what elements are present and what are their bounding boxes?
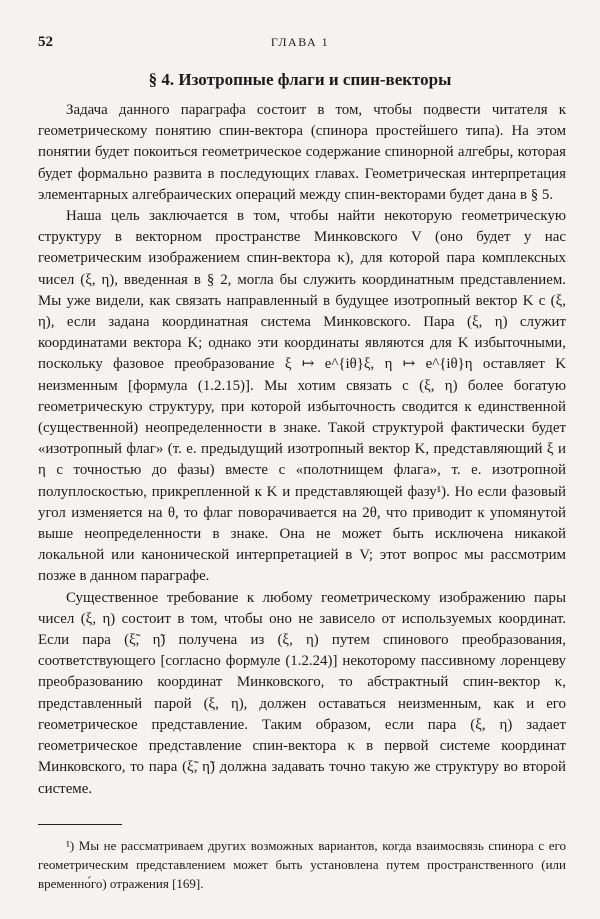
page-number: 52 bbox=[38, 34, 53, 50]
paragraph-3: Существенное требование к любому геометрическому изображению пары чисел (ξ, η) состоит в том, чтобы оно не зависело от используемых координат. Если пара (ξ̃, η̃) получена из (ξ, η) путем спинового преобразования, соответствующего [согласно формуле (1.2.24)] некоторому пассивному лоренцеву преобразованию координат Минковского, то абстрактный спин-вектор κ, представленный парой (ξ, η), должен оставаться неизменным, как и его геометрическое представление. Таким образом, если пара (ξ, η) задает геометрическое представление спин-вектора κ в первой системе координат Минковского, то пара (ξ̃, η̃) должна задавать точно такую же структуру во второй системе. bbox=[38, 589, 566, 797]
chapter-label: ГЛАВА 1 bbox=[270, 35, 330, 49]
footnote-separator bbox=[38, 824, 122, 825]
section-title: § 4. Изотропные флаги и спин-векторы bbox=[148, 70, 452, 89]
footnote-text: ¹) Мы не рассматриваем других возможных вариантов, когда взаимосвязь спинора с его геометрическим представлением может быть установлена путем пространственного (или временно́го) отражения [169]. bbox=[38, 838, 566, 891]
footnote bbox=[38, 836, 566, 893]
body-text bbox=[38, 100, 566, 800]
running-header bbox=[38, 34, 562, 56]
paragraph-1: Задача данного параграфа состоит в том, чтобы подвести читателя к геометрическому понятию спин-вектора (спинора простейшего типа). На этом понятии будет покоиться геометрическое содержание спинорной алгебры, которая будет формально развита в последующих главах. Геометрическая интерпретация элементарных алгебраических операций между спин-векторами будет дана в § 5. bbox=[38, 102, 566, 203]
paragraph-2: Наша цель заключается в том, чтобы найти некоторую геометрическую структуру в векторном пространстве Минковского V (оно будет у нас геометрическим изображением спин-вектора κ), для которой пара комплексных чисел (ξ, η), введенная в § 2, могла бы служить координатным представлением. Мы уже видели, как связать направленный в будущее изотропный вектор K с (ξ, η), если задана координатная система Минковского. Пара (ξ, η) служит координатами вектора K; однако эти координаты являются для K избыточными, поскольку фазовое преобразование ξ ↦ e^{iθ}ξ, η ↦ e^{iθ}η оставляет K неизменным [формула (1.2.15)]. Мы хотим связать с (ξ, η) более богатую геометрическую структуру, при которой избыточность сводится к единственной (существенной) неопределенности в знаке. Такой структурой фактически будет «изотропный флаг» (т. е. предыдущий изотропный вектор K, представляющий ξ и η с точностью до фазы) вместе с «полотнищем флага», т. е. изотропной полуплоскостью, прикрепленной к K и представляющей фазу¹). Но если фазовый угол изменяется на θ, то флаг поворачивается на 2θ, что приводит к упомянутой выше неопределенности в знаке. Она не может быть исключена никакой локальной или канонической интерпретацией в V; этот вопрос мы рассмотрим позже в данном параграфе. bbox=[38, 208, 566, 585]
